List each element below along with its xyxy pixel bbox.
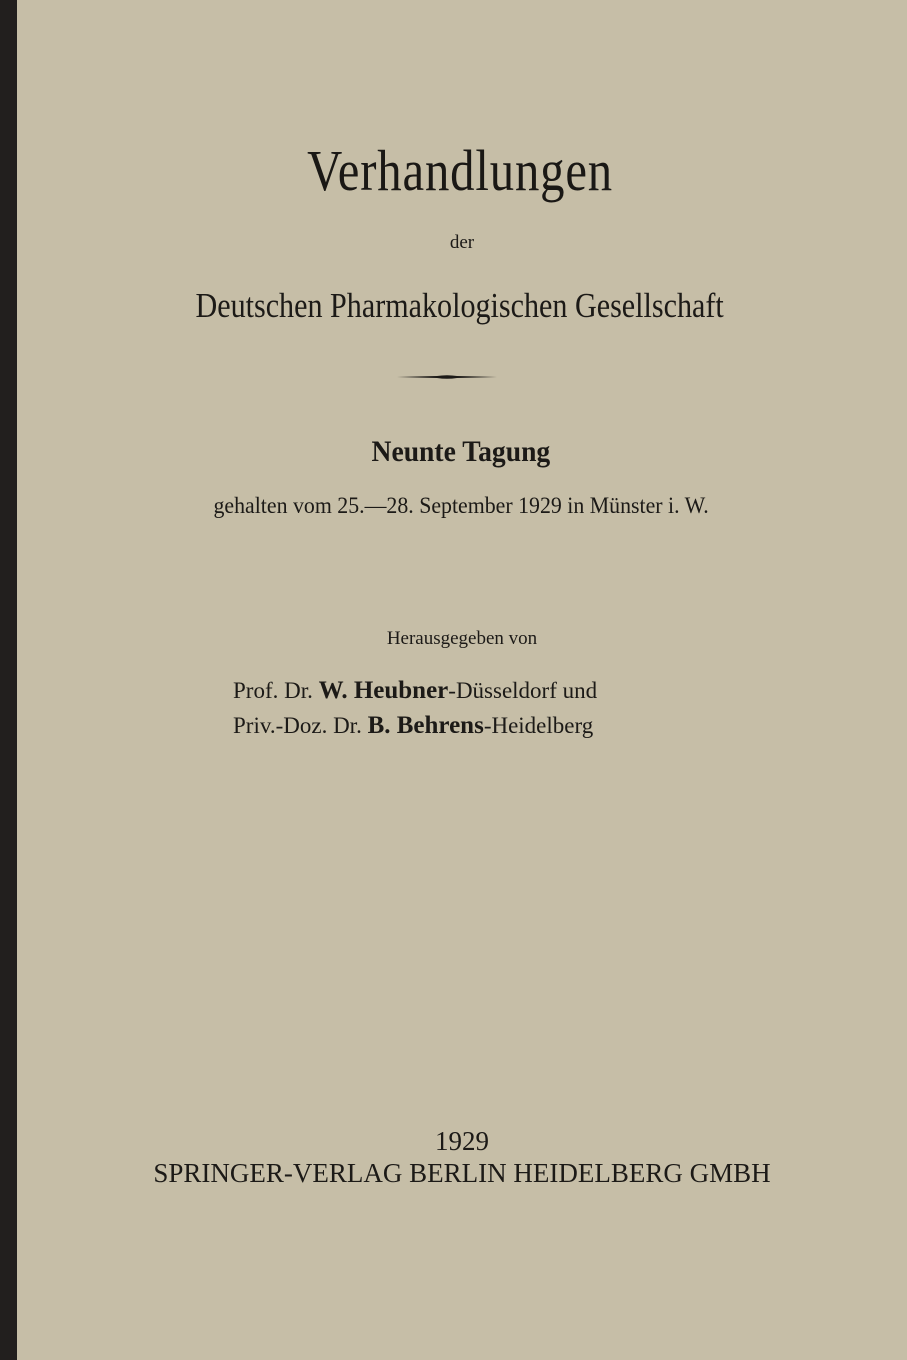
editor-suffix: -Heidelberg: [483, 713, 594, 738]
society-name: Deutschen Pharmakologischen Gesellschaft: [195, 286, 724, 325]
session-dates: gehalten vom 25.—28. September 1929 in Münster i. W.: [213, 493, 709, 518]
publisher-name: SPRINGER-VERLAG BERLIN HEIDELBERG GMBH: [153, 1158, 771, 1188]
editor-label: Herausgegeben von: [386, 628, 538, 649]
title-page: [17, 0, 907, 1360]
editor-suffix: -Düsseldorf und: [448, 678, 598, 703]
editor-name: W. Heubner: [318, 677, 449, 704]
session-title: Neunte Tagung: [371, 435, 551, 468]
title-connector: der: [449, 232, 475, 253]
decorative-rule: [397, 372, 497, 382]
book-title: Verhandlungen: [307, 138, 614, 203]
publication-year: 1929: [435, 1126, 489, 1156]
editor-prefix: Prof. Dr.: [233, 678, 313, 703]
editor-line: [233, 678, 597, 703]
book-spine-edge: [0, 0, 17, 1360]
editor-line: [233, 713, 593, 738]
editor-name: B. Behrens: [367, 712, 484, 739]
editor-prefix: Priv.-Doz. Dr.: [233, 713, 362, 738]
